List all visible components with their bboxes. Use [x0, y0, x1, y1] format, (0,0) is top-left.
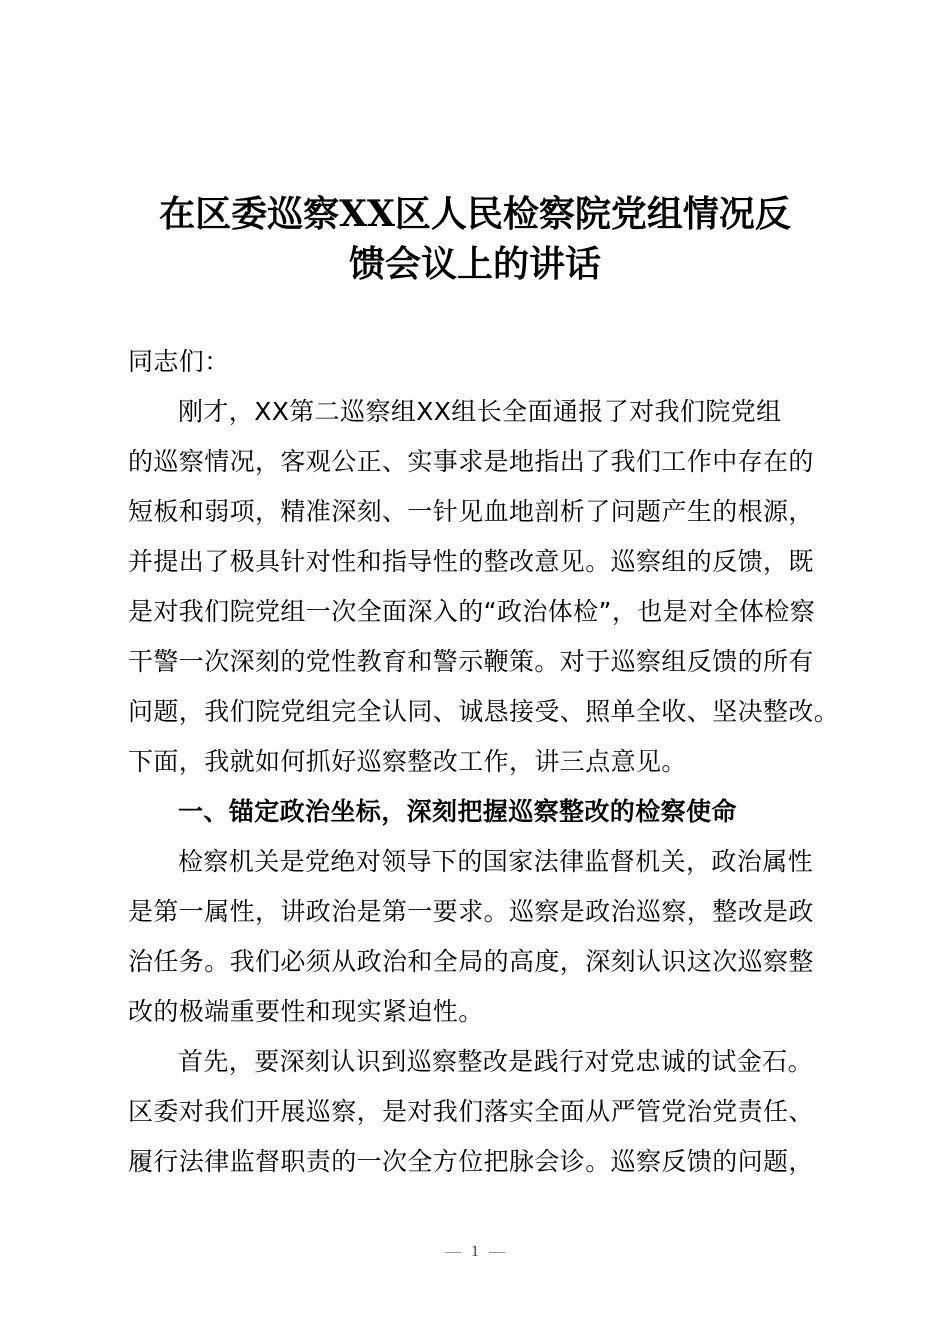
body-line: 是对我们院党组一次全面深入的“政治体检”，也是对全体检察	[128, 597, 816, 626]
body-line: 改的极端重要性和现实紧迫性。	[128, 997, 484, 1026]
body-line: 履行法律监督职责的一次全方位把脉会诊。巡察反馈的问题，	[128, 1147, 814, 1176]
document-title-line-1: 在区委巡察XX区人民检察院党组情况反	[159, 193, 791, 235]
body-line: 并提出了极具针对性和指导性的整改意见。巡察组的反馈，既	[128, 547, 814, 576]
body-line: 下面，我就如何抓好巡察整改工作，讲三点意见。	[128, 747, 687, 776]
footer-dash-left	[445, 1252, 461, 1253]
body-line: 刚才，XX第二巡察组XX组长全面通报了对我们院党组	[178, 397, 782, 426]
page-footer	[0, 1243, 950, 1261]
section-heading: 一、锚定政治坐标，深刻把握巡察整改的检察使命	[178, 797, 737, 826]
salutation: 同志们：	[128, 347, 230, 376]
body-line: 干警一次深刻的党性教育和警示鞭策。对于巡察组反馈的所有	[128, 647, 814, 676]
page-number: 1	[471, 1243, 479, 1260]
body-line: 问题，我们院党组完全认同、诚恳接受、照单全收、坚决整改。	[128, 697, 840, 726]
body-line: 治任务。我们必须从政治和全局的高度，深刻认识这次巡察整	[128, 947, 814, 976]
body-line: 的巡察情况，客观公正、实事求是地指出了我们工作中存在的	[128, 447, 814, 476]
body-line: 是第一属性，讲政治是第一要求。巡察是政治巡察，整改是政	[128, 897, 814, 926]
body-line: 区委对我们开展巡察，是对我们落实全面从严管党治党责任、	[128, 1097, 814, 1126]
body-line: 首先，要深刻认识到巡察整改是践行对党忠诚的试金石。	[178, 1047, 814, 1076]
body-line: 检察机关是党绝对领导下的国家法律监督机关，政治属性	[178, 847, 814, 876]
body-line: 短板和弱项，精准深刻、一针见血地剖析了问题产生的根源，	[128, 497, 814, 526]
footer-dash-right	[489, 1252, 505, 1253]
document-title-line-2: 馈会议上的讲话	[348, 243, 601, 285]
